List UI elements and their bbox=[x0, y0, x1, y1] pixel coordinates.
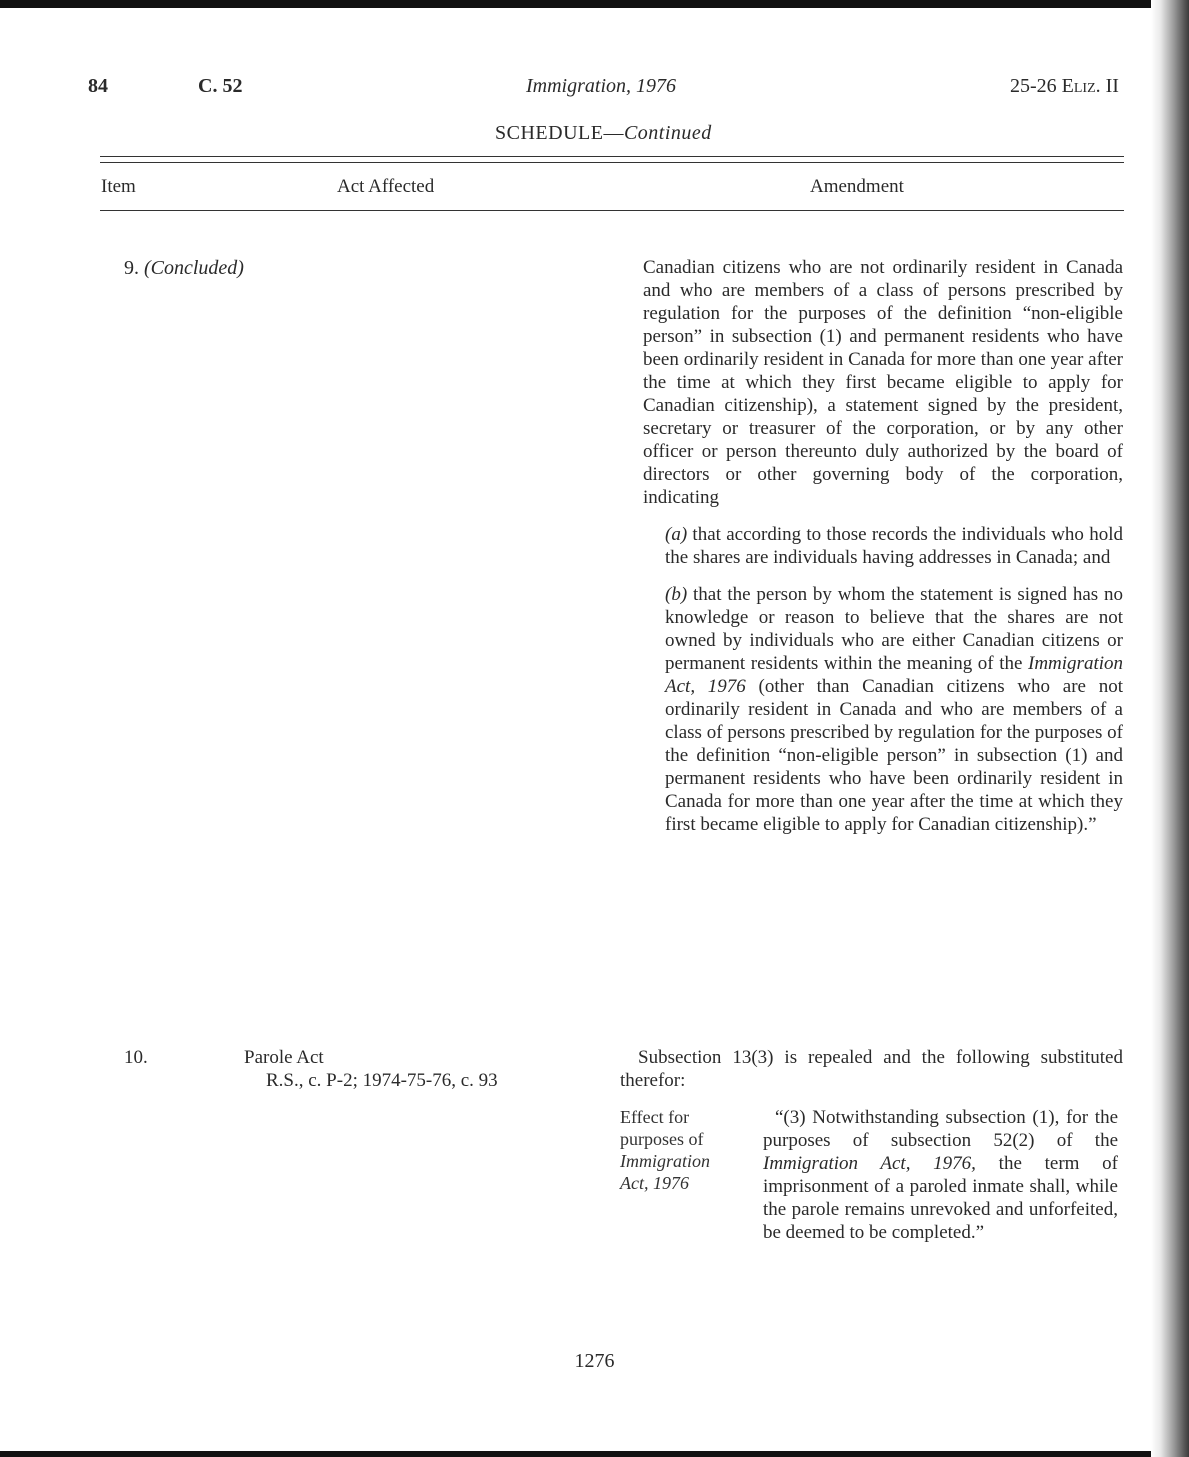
page-number-top: 84 bbox=[88, 75, 108, 97]
schedule-title-main: SCHEDULE bbox=[495, 122, 604, 144]
clause-a-text: that according to those records the individuals who hold the shares are individuals having addresses in Canada; and bbox=[665, 524, 1123, 568]
item-10-intro: Subsection 13(3) is repealed and the following substituted therefor: bbox=[620, 1047, 1123, 1091]
item-9-number: 9. bbox=[124, 257, 139, 279]
running-title: Immigration, 1976 bbox=[526, 75, 676, 97]
clause-b bbox=[643, 583, 1123, 836]
item-10-provision bbox=[763, 1106, 1118, 1244]
clause-b-text-2: (other than Canadian citizens who are not ordinarily resident in Canada and who are members of a class of persons prescribed by regulation for the purposes of the definition “non-eligible person” in subsection (1) and permanent residents who have been ordinarily resident in Canada for more than one year after the time at which they first became eligible to apply for Canadian citizenship).” bbox=[665, 676, 1123, 835]
schedule-title-dash: — bbox=[603, 122, 624, 144]
page-number-bottom: 1276 bbox=[574, 1350, 615, 1372]
provision-text-1: “(3) Notwithstanding subsection (1), for the purposes of subsection 52(2) of the bbox=[763, 1107, 1118, 1151]
clause-b-text-1: that the person by whom the statement is signed has no knowledge or reason to believe that the shares are not owned by individuals who are either Canadian citizens or permanent residents within the meaning of the bbox=[665, 584, 1123, 674]
clause-b-act: Immigration Act, 1976 bbox=[665, 653, 1123, 697]
item-10-act-name: Parole Act bbox=[244, 1047, 324, 1068]
item-10-act-citation: R.S., c. P-2; 1974-75-76, c. 93 bbox=[266, 1070, 498, 1091]
regnal-year: 25-26 Eliz. II bbox=[1010, 75, 1119, 97]
scan-gutter-shadow bbox=[1151, 0, 1189, 1457]
margin-note-text: Effect for purposes of bbox=[620, 1107, 704, 1149]
column-header-item: Item bbox=[101, 176, 136, 197]
item-10-act bbox=[244, 1046, 498, 1092]
column-header-amendment: Amendment bbox=[810, 176, 904, 197]
item-9-paragraph: Canadian citizens who are not ordinarily resident in Canada and who are members of a class of persons prescribed by regulation for the purposes of the definition “non-eligible person” in subsection (1) and permanent residents who have been ordinarily resident in Canada for more than one year after the time at which they first became eligible to apply for Canadian citizenship), a statement signed by the president, secretary or treasurer of the corporation, or by any other officer or person thereunto duly authorized by the board of directors or other governing body of the corporation, indicating bbox=[643, 257, 1123, 508]
item-9-label bbox=[124, 256, 244, 280]
margin-note-act: Immigration Act, 1976 bbox=[620, 1151, 710, 1193]
provision-text-2: the term of imprisonment of a paroled inmate shall, while the parole remains unrevoked and unforfeited, be deemed to be completed.” bbox=[763, 1153, 1118, 1243]
column-header-act: Act Affected bbox=[337, 176, 435, 197]
rule-top-2 bbox=[100, 162, 1124, 163]
provision-act: Immigration Act, 1976, bbox=[763, 1153, 976, 1174]
schedule-title-continued: Continued bbox=[623, 122, 712, 144]
schedule-title bbox=[495, 121, 712, 145]
margin-note bbox=[620, 1106, 735, 1194]
clause-b-label: (b) bbox=[665, 584, 688, 605]
scan-edge-bottom bbox=[0, 1451, 1189, 1457]
item-10-number: 10. bbox=[124, 1047, 148, 1068]
rule-header-bottom bbox=[100, 210, 1124, 211]
clause-a bbox=[643, 523, 1123, 569]
clause-a-label: (a) bbox=[665, 524, 688, 545]
scan-edge-top bbox=[0, 0, 1189, 8]
item-9-concluded: (Concluded) bbox=[144, 257, 244, 279]
chapter-label: C. 52 bbox=[198, 75, 243, 97]
item-9-amendment bbox=[643, 256, 1123, 836]
rule-top-1 bbox=[100, 156, 1124, 157]
